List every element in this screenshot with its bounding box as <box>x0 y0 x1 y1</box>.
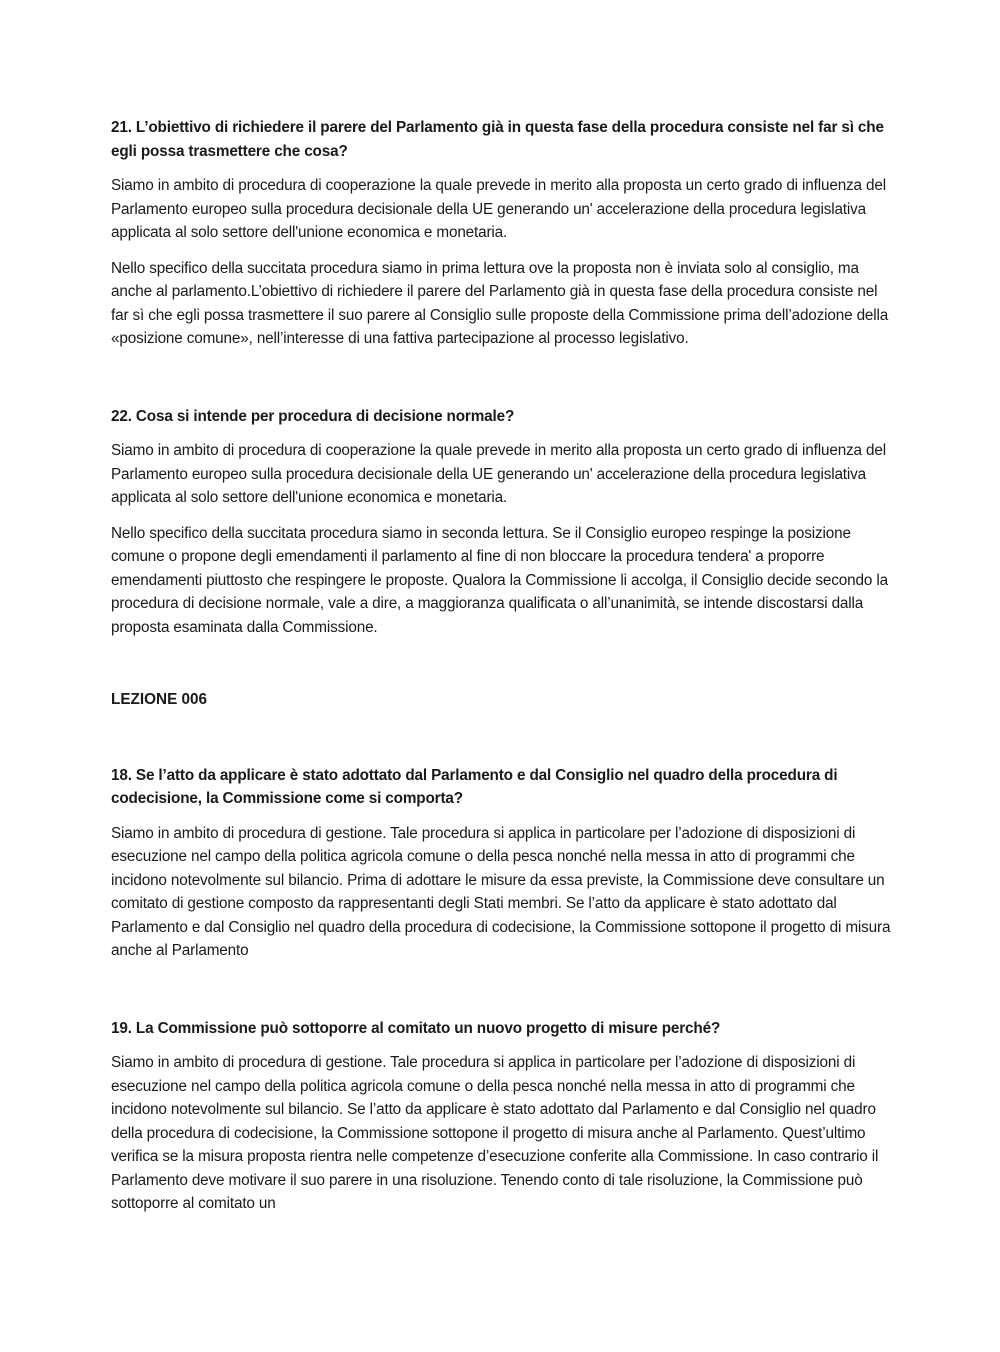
question-heading: 19. La Commissione può sottoporre al comitato un nuovo progetto di misure perché? <box>111 1019 721 1037</box>
section-22 <box>111 405 891 640</box>
question-heading: 18. Se l’atto da applicare è stato adottato dal Parlamento e dal Consiglio nel quadro della procedura di codecisione, la Commissione come si comporta? <box>111 766 838 807</box>
question-heading: 21. L’obiettivo di richiedere il parere del Parlamento già in questa fase della procedura consiste nel far sì che egli possa trasmettere che cosa? <box>111 119 884 160</box>
section-19 <box>111 1017 891 1216</box>
answer-paragraph: Siamo in ambito di procedura di gestione. Tale procedura si applica in particolare per l’adozione di disposizioni di esecuzione nel campo della politica agricola comune o della pesca nonché nella messa in atto di programmi che incidono notevolmente sul bilancio. Se l’atto da applicare è stato adottato dal Parlamento e dal Consiglio nel quadro della procedura di codecisione, la Commissione sottopone il progetto di misura anche al Parlamento. Quest’ultimo verifica se la misura proposta rientra nelle competenze d’esecuzione conferite alla Commissione. In caso contrario il Parlamento deve motivare il suo parere in una risoluzione. Tenendo conto di tale risoluzione, la Commissione può sottoporre al comitato un <box>111 1054 879 1212</box>
answer-paragraph: Siamo in ambito di procedura di gestione. Tale procedura si applica in particolare per l’adozione di disposizioni di esecuzione nel campo della politica agricola comune o della pesca nonché nella messa in atto di programmi che incidono notevolmente sul bilancio. Prima di adottare le misure da essa previste, la Commissione deve consultare un comitato di gestione composto da rappresentanti degli Stati membri. Se l’atto da applicare è stato adottato dal Parlamento e dal Consiglio nel quadro della procedura di codecisione, la Commissione sottopone il progetto di misura anche al Parlamento <box>111 824 891 959</box>
answer-paragraph: Nello specifico della succitata procedura siamo in seconda lettura. Se il Consiglio europeo respinge la posizione comune o propone degli emendamenti il parlamento al fine di non bloccare la procedura tendera' a proporre emendamenti piuttosto che respingere le proposte. Qualora la Commissione li accolga, il Consiglio decide secondo la procedura di decisione normale, vale a dire, a maggioranza qualificata o all’unanimità, se intende discostarsi dalla proposta esaminata dalla Commissione. <box>111 524 888 636</box>
section-21 <box>111 116 891 351</box>
section-18 <box>111 764 891 963</box>
lesson-heading: LEZIONE 006 <box>111 691 208 708</box>
document-page <box>111 116 891 1228</box>
answer-paragraph: Nello specifico della succitata procedura siamo in prima lettura ove la proposta non è inviata solo al consiglio, ma anche al parlamento.L’obiettivo di richiedere il parere del Parlamento già in questa fase della procedura consiste nel far sì che egli possa trasmettere il suo parere al Consiglio sulle proposte della Commissione prima dell’adozione della «posizione comune», nell’interesse di una fattiva partecipazione al processo legislativo. <box>111 259 889 347</box>
answer-paragraph: Siamo in ambito di procedura di cooperazione la quale prevede in merito alla proposta un certo grado di influenza del Parlamento europeo sulla procedura decisionale della UE generando un' accelerazione della procedura legislativa applicata al solo settore dell'unione economica e monetaria. <box>111 177 886 241</box>
answer-paragraph: Siamo in ambito di procedura di cooperazione la quale prevede in merito alla proposta un certo grado di influenza del Parlamento europeo sulla procedura decisionale della UE generando un' accelerazione della procedura legislativa applicata al solo settore dell'unione economica e monetaria. <box>111 442 886 506</box>
question-heading: 22. Cosa si intende per procedura di decisione normale? <box>111 407 515 425</box>
